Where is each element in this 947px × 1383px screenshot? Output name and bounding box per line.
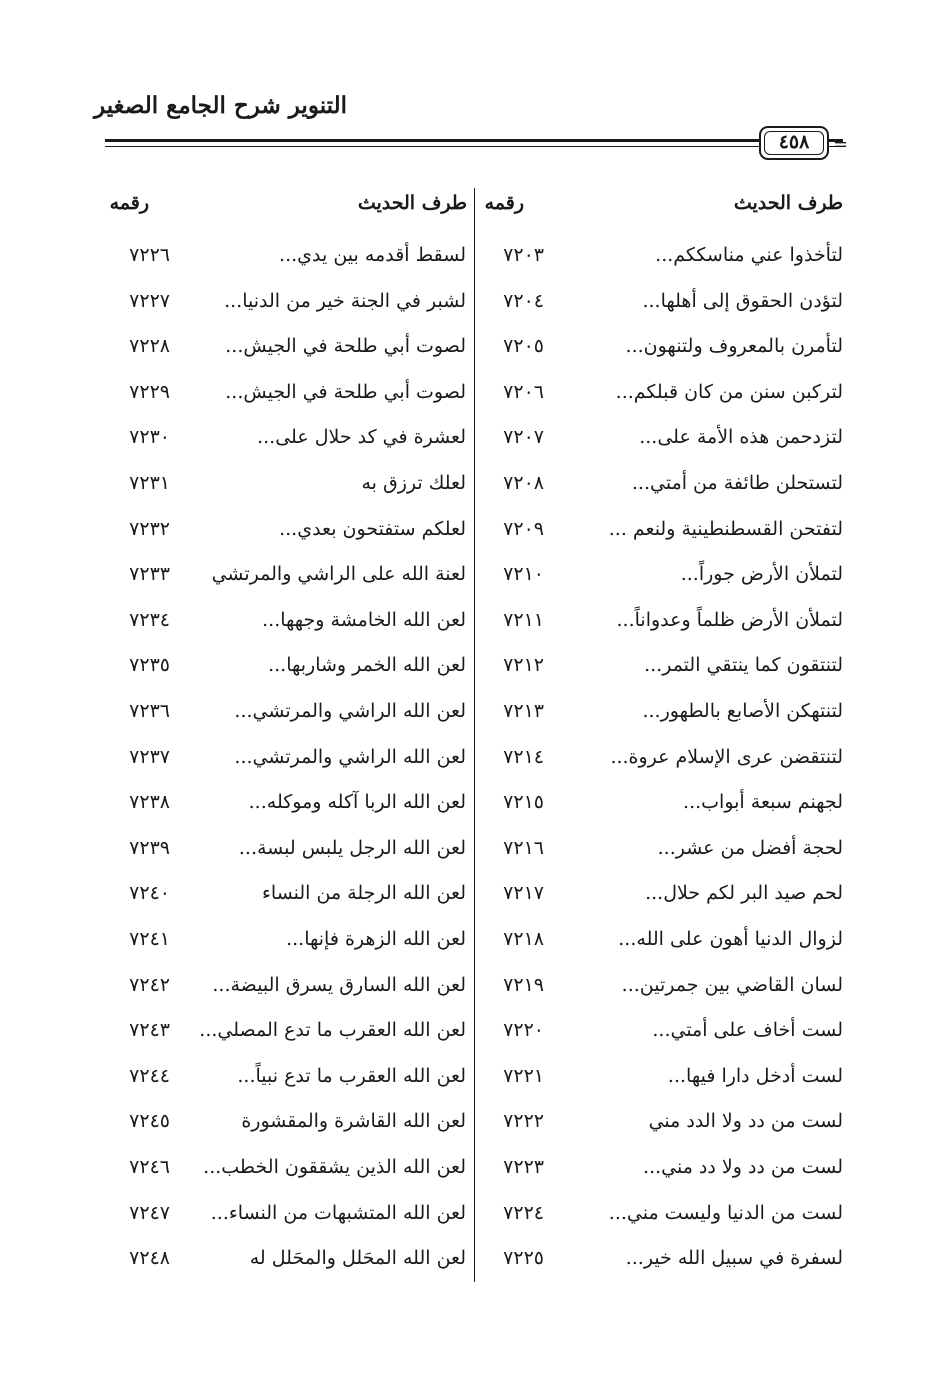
right-hadith-text: لست أخاف على أمتي... [652, 1019, 843, 1042]
index-row [0, 642, 947, 688]
left-hadith-text: لعلك ترزق به [361, 472, 466, 494]
index-row [0, 369, 947, 415]
page-number: ٤٥٨ [778, 131, 810, 153]
right-hadith-number: ٧٢١١ [503, 608, 544, 631]
left-hadith-number: ٧٢٣٦ [129, 700, 170, 722]
book-title: التنوير شرح الجامع الصغير [94, 92, 347, 119]
index-row [0, 323, 947, 369]
right-hadith-number: ٧٢٢٥ [503, 1247, 544, 1270]
right-hadith-number: ٧٢٢٢ [503, 1110, 544, 1133]
right-hadith-number: ٧٢١٩ [503, 973, 544, 996]
right-hadith-number: ٧٢٠٧ [503, 426, 544, 449]
right-hadith-text: لحجة أفضل من عشر... [657, 836, 843, 859]
left-hadith-text: لعن الله الخمر وشاربها... [268, 654, 466, 677]
left-hadith-number: ٧٢٤٧ [129, 1201, 170, 1224]
right-hadith-number: ٧٢١٨ [503, 928, 544, 950]
left-hadith-number: ٧٢٣٣ [129, 563, 170, 586]
right-hadith-number: ٧٢١٥ [503, 791, 544, 814]
index-row [0, 1144, 947, 1190]
left-hadith-number: ٧٢٢٨ [129, 335, 170, 358]
right-hadith-number: ٧٢١٠ [503, 563, 544, 586]
left-hadith-number: ٧٢٤٥ [129, 1110, 170, 1133]
left-hadith-text: لعن الله المحَلل والمحَلل له [249, 1247, 466, 1270]
left-hadith-text: لعن الله القاشرة والمقشورة [241, 1110, 466, 1133]
right-hadith-number: ٧٢٠٥ [503, 335, 544, 358]
right-hadith-text: لتأمرن بالمعروف ولتنهون... [625, 335, 843, 358]
index-row [0, 962, 947, 1008]
index-row [0, 870, 947, 916]
index-row [0, 232, 947, 278]
left-hadith-number: ٧٢٤٣ [129, 1019, 170, 1042]
right-hadith-text: لست من دد ولا دد مني... [643, 1156, 843, 1178]
right-hadith-text: لتنتقون كما ينتقي التمر... [644, 654, 843, 677]
index-row [0, 597, 947, 643]
index-row [0, 551, 947, 597]
page-number-badge [759, 126, 829, 160]
left-hadith-text: لعن الله الذين يشققون الخطب... [203, 1156, 466, 1178]
left-hadith-number: ٧٢٣٨ [129, 791, 170, 814]
left-hadith-text: لشبر في الجنة خير من الدنيا... [224, 289, 466, 312]
header-rule-thick [105, 139, 843, 142]
right-hadith-text: لتفتحن القسطنطينية ولنعم ... [608, 517, 843, 540]
index-row [0, 825, 947, 871]
index-row [0, 1053, 947, 1099]
left-hadith-number: ٧٢٣٢ [129, 517, 170, 540]
left-hadith-number: ٧٢٢٩ [129, 380, 170, 403]
right-hadith-text: لسان القاضي بين جمرتين... [621, 973, 843, 996]
index-row [0, 1190, 947, 1236]
left-hadith-text: لعن الله المتشبهات من النساء... [210, 1201, 466, 1224]
left-hadith-number: ٧٢٣١ [129, 472, 170, 494]
right-hadith-text: لتؤدن الحقوق إلى أهلها... [642, 289, 843, 312]
left-hadith-text: لصوت أبي طلحة في الجيش... [225, 335, 466, 358]
left-hadith-text: لعن الله الزهرة فإنها... [286, 928, 466, 950]
right-hadith-text: لتنتهكن الأصابع بالطهور... [642, 700, 843, 722]
index-row [0, 414, 947, 460]
left-hadith-number: ٧٢٢٧ [129, 289, 170, 312]
left-hadith-number: ٧٢٤٨ [129, 1247, 170, 1270]
index-row [0, 916, 947, 962]
left-hadith-number: ٧٢٤٠ [129, 882, 170, 905]
right-hadith-number: ٧٢٠٩ [503, 517, 544, 540]
left-hadith-number: ٧٢٣٥ [129, 654, 170, 677]
left-hadith-text: لعن الله الراشي والمرتشي... [234, 700, 466, 722]
left-hadith-number: ٧٢٤٦ [129, 1156, 170, 1178]
index-row [0, 688, 947, 734]
right-hadith-text: لتأخذوا عني مناسككم... [655, 244, 843, 266]
index-row [0, 1235, 947, 1281]
right-hadith-number: ٧٢١٧ [503, 882, 544, 905]
left-hadith-number: ٧٢٤٢ [129, 973, 170, 996]
index-row [0, 460, 947, 506]
left-hadith-text: لعنة الله على الراشي والمرتشي [211, 563, 466, 586]
index-row [0, 734, 947, 780]
right-hadith-text: لتنتقضن عرى الإسلام عروة... [610, 745, 843, 768]
index-row [0, 1007, 947, 1053]
left-hadith-number: ٧٢٤١ [129, 928, 170, 950]
header-rule-thin [105, 146, 843, 147]
left-hadith-number: ٧٢٣٠ [129, 426, 170, 449]
right-hadith-number: ٧٢١٣ [503, 700, 544, 722]
left-hadith-text: لعن الله الخامشة وجهها... [262, 608, 466, 631]
left-hadith-number: ٧٢٢٦ [129, 244, 170, 266]
right-hadith-text: لتملأن الأرض ظلماً وعدواناً... [616, 608, 843, 631]
right-hadith-text: لتزدحمن هذه الأمة على... [639, 426, 843, 449]
left-hadith-text: لعن الله الربا آكله وموكله... [248, 791, 466, 814]
left-hadith-text: لعن الله الرجل يلبس لبسة... [238, 836, 466, 859]
left-hadith-text: لصوت أبي طلحة في الجيش... [225, 380, 466, 403]
right-hadith-text: لتركبن سنن من كان قبلكم... [615, 380, 843, 403]
left-hadith-text: لعن الله العقرب ما تدع المصلي... [199, 1019, 466, 1042]
right-hadith-text: لست من دد ولا الدد مني [648, 1110, 843, 1133]
right-hadith-text: لست أدخل دارا فيها... [667, 1064, 843, 1087]
index-row [0, 278, 947, 324]
index-row [0, 779, 947, 825]
index-row [0, 1098, 947, 1144]
rule-end-mark: = [833, 134, 849, 155]
left-hadith-text: لسقط أقدمه بين يدي... [279, 244, 466, 266]
left-hadith-text: لعن الله الرجلة من النساء [261, 882, 466, 905]
right-hadith-number: ٧٢٢٠ [503, 1019, 544, 1042]
right-hadith-number: ٧٢١٦ [503, 836, 544, 859]
left-hadith-text: لعشرة في كد حلال على... [257, 426, 466, 449]
right-hadith-number: ٧٢٢١ [503, 1064, 544, 1087]
right-hadith-text: لسفرة في سبيل الله خير... [625, 1247, 843, 1270]
right-hadith-number: ٧٢٠٨ [503, 472, 544, 494]
right-hadith-text: لتملأن الأرض جوراً... [680, 563, 843, 586]
right-hadith-text: لجهنم سبعة أبواب... [683, 791, 843, 814]
left-hadith-text: لعن الله السارق يسرق البيضة... [212, 973, 466, 996]
right-hadith-number: ٧٢٢٤ [503, 1201, 544, 1224]
right-hadith-text: لست من الدنيا وليست مني... [608, 1201, 843, 1224]
right-hadith-number: ٧٢٠٣ [503, 244, 544, 266]
left-hadith-text: لعن الله الراشي والمرتشي... [234, 745, 466, 768]
left-hadith-number: ٧٢٣٤ [129, 608, 170, 631]
index-row [0, 506, 947, 552]
left-hadith-number: ٧٢٣٧ [129, 745, 170, 768]
right-hadith-number: ٧٢٠٦ [503, 380, 544, 403]
left-hadith-header: طرف الحديث [357, 192, 467, 214]
left-hadith-number: ٧٢٤٤ [129, 1064, 170, 1087]
left-hadith-number: ٧٢٣٩ [129, 836, 170, 859]
right-hadith-number: ٧٢١٢ [503, 654, 544, 677]
right-hadith-text: لحم صيد البر لكم حلال... [645, 882, 843, 905]
right-hadith-number: ٧٢١٤ [503, 745, 544, 768]
right-hadith-text: لتستحلن طائفة من أمتي... [631, 472, 843, 494]
right-hadith-number: ٧٢٢٣ [503, 1156, 544, 1178]
right-hadith-text: لزوال الدنيا أهون على الله... [618, 928, 843, 950]
right-hadith-number: ٧٢٠٤ [503, 289, 544, 312]
left-hadith-text: لعن الله العقرب ما تدع نبياً... [237, 1064, 466, 1087]
left-number-header: رقمه [109, 192, 149, 214]
right-number-header: رقمه [484, 192, 524, 214]
left-hadith-text: لعلكم ستفتحون بعدي... [279, 517, 466, 540]
right-hadith-header: طرف الحديث [733, 192, 843, 214]
